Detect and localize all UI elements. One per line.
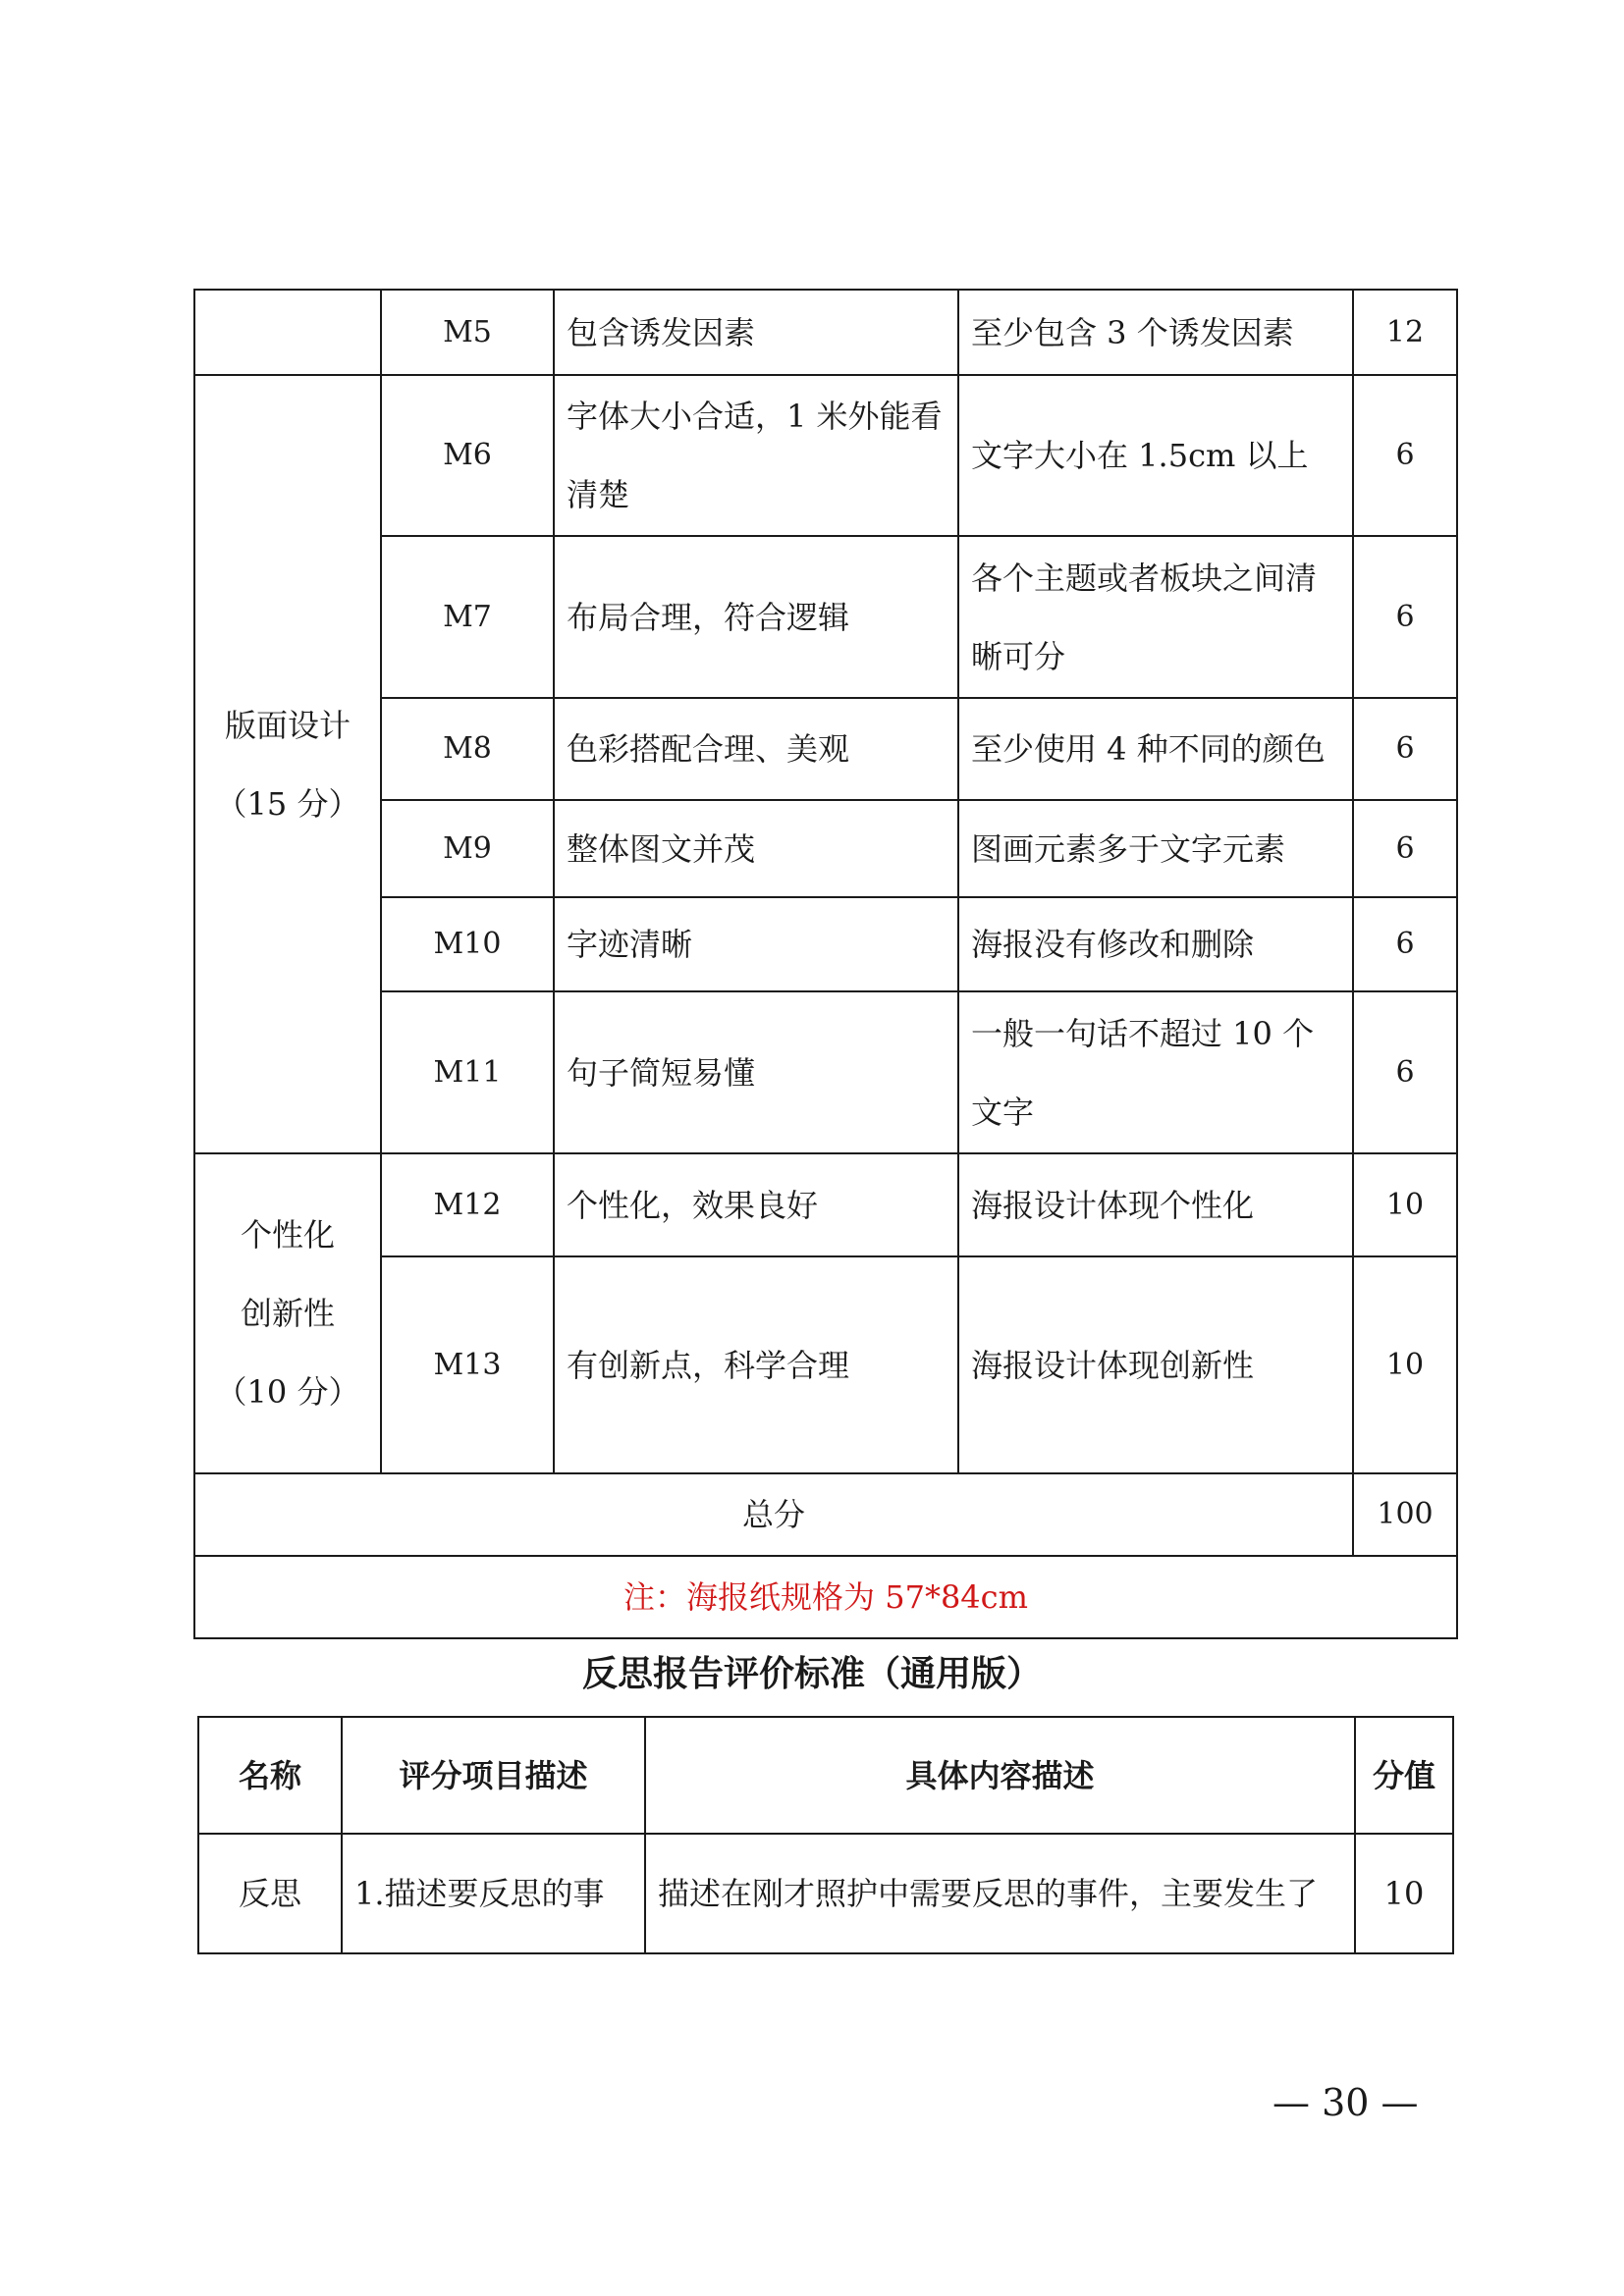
name-cell: 反思 xyxy=(198,1834,342,1953)
code-cell: M6 xyxy=(381,375,554,536)
poster-size-note: 注：海报纸规格为 57*84cm xyxy=(194,1556,1457,1638)
code-cell: M5 xyxy=(381,290,554,375)
code-cell: M11 xyxy=(381,991,554,1153)
standard-cell: 海报设计体现创新性 xyxy=(958,1256,1353,1473)
category-cell-empty xyxy=(194,290,381,375)
code-cell: M8 xyxy=(381,698,554,800)
note-row xyxy=(194,1556,1457,1638)
item-cell: 布局合理，符合逻辑 xyxy=(554,536,958,698)
header-content: 具体内容描述 xyxy=(645,1717,1355,1834)
poster-rubric-table xyxy=(193,289,1458,1639)
score-cell: 6 xyxy=(1353,698,1457,800)
standard-cell: 文字大小在 1.5cm 以上 xyxy=(958,375,1353,536)
item-cell: 1.描述要反思的事 xyxy=(342,1834,645,1953)
score-cell: 10 xyxy=(1355,1834,1453,1953)
header-row xyxy=(198,1717,1453,1834)
section-title: 反思报告评价标准（通用版） xyxy=(581,1654,1042,1694)
standard-cell: 至少使用 4 种不同的颜色 xyxy=(958,698,1353,800)
table-row xyxy=(194,290,1457,375)
standard-cell: 各个主题或者板块之间清晰可分 xyxy=(958,536,1353,698)
item-cell: 句子简短易懂 xyxy=(554,991,958,1153)
code-cell: M12 xyxy=(381,1153,554,1256)
table-row xyxy=(194,698,1457,800)
code-cell: M10 xyxy=(381,897,554,991)
score-cell: 6 xyxy=(1353,536,1457,698)
score-cell: 12 xyxy=(1353,290,1457,375)
header-score: 分值 xyxy=(1355,1717,1453,1834)
reflection-rubric-table xyxy=(197,1716,1454,1954)
score-cell: 6 xyxy=(1353,991,1457,1153)
total-score: 100 xyxy=(1353,1473,1457,1556)
standard-cell: 一般一句话不超过 10 个文字 xyxy=(958,991,1353,1153)
standard-cell: 至少包含 3 个诱发因素 xyxy=(958,290,1353,375)
total-row xyxy=(194,1473,1457,1556)
total-label: 总分 xyxy=(194,1473,1353,1556)
category-layout-points: （15 分） xyxy=(215,784,360,823)
category-creative-line2: 创新性 xyxy=(240,1295,335,1332)
category-layout-name: 版面设计 xyxy=(224,706,351,744)
code-cell: M13 xyxy=(381,1256,554,1473)
score-cell: 6 xyxy=(1353,897,1457,991)
score-cell: 10 xyxy=(1353,1256,1457,1473)
table-row xyxy=(194,536,1457,698)
category-layout-cell xyxy=(194,375,381,1153)
standard-cell: 图画元素多于文字元素 xyxy=(958,800,1353,897)
table-row xyxy=(194,991,1457,1153)
item-cell: 整体图文并茂 xyxy=(554,800,958,897)
table-row xyxy=(194,1153,1457,1256)
table-row xyxy=(194,375,1457,536)
category-creative-cell xyxy=(194,1153,381,1473)
standard-cell: 海报没有修改和删除 xyxy=(958,897,1353,991)
category-creative-points: （10 分） xyxy=(215,1373,360,1411)
item-cell: 个性化，效果良好 xyxy=(554,1153,958,1256)
item-cell: 字体大小合适，1 米外能看清楚 xyxy=(554,375,958,536)
content-cell: 描述在刚才照护中需要反思的事件，主要发生了 xyxy=(645,1834,1355,1953)
standard-cell: 海报设计体现个性化 xyxy=(958,1153,1353,1256)
table-row xyxy=(194,1256,1457,1473)
code-cell: M9 xyxy=(381,800,554,897)
item-cell: 包含诱发因素 xyxy=(554,290,958,375)
header-item: 评分项目描述 xyxy=(342,1717,645,1834)
table-row xyxy=(194,897,1457,991)
score-cell: 10 xyxy=(1353,1153,1457,1256)
item-cell: 有创新点，科学合理 xyxy=(554,1256,958,1473)
item-cell: 字迹清晰 xyxy=(554,897,958,991)
score-cell: 6 xyxy=(1353,800,1457,897)
code-cell: M7 xyxy=(381,536,554,698)
item-cell: 色彩搭配合理、美观 xyxy=(554,698,958,800)
header-name: 名称 xyxy=(198,1717,342,1834)
page-number: — 30 — xyxy=(1272,2081,1419,2124)
category-creative-line1: 个性化 xyxy=(240,1216,335,1254)
table-row xyxy=(198,1834,1453,1953)
score-cell: 6 xyxy=(1353,375,1457,536)
table-row xyxy=(194,800,1457,897)
